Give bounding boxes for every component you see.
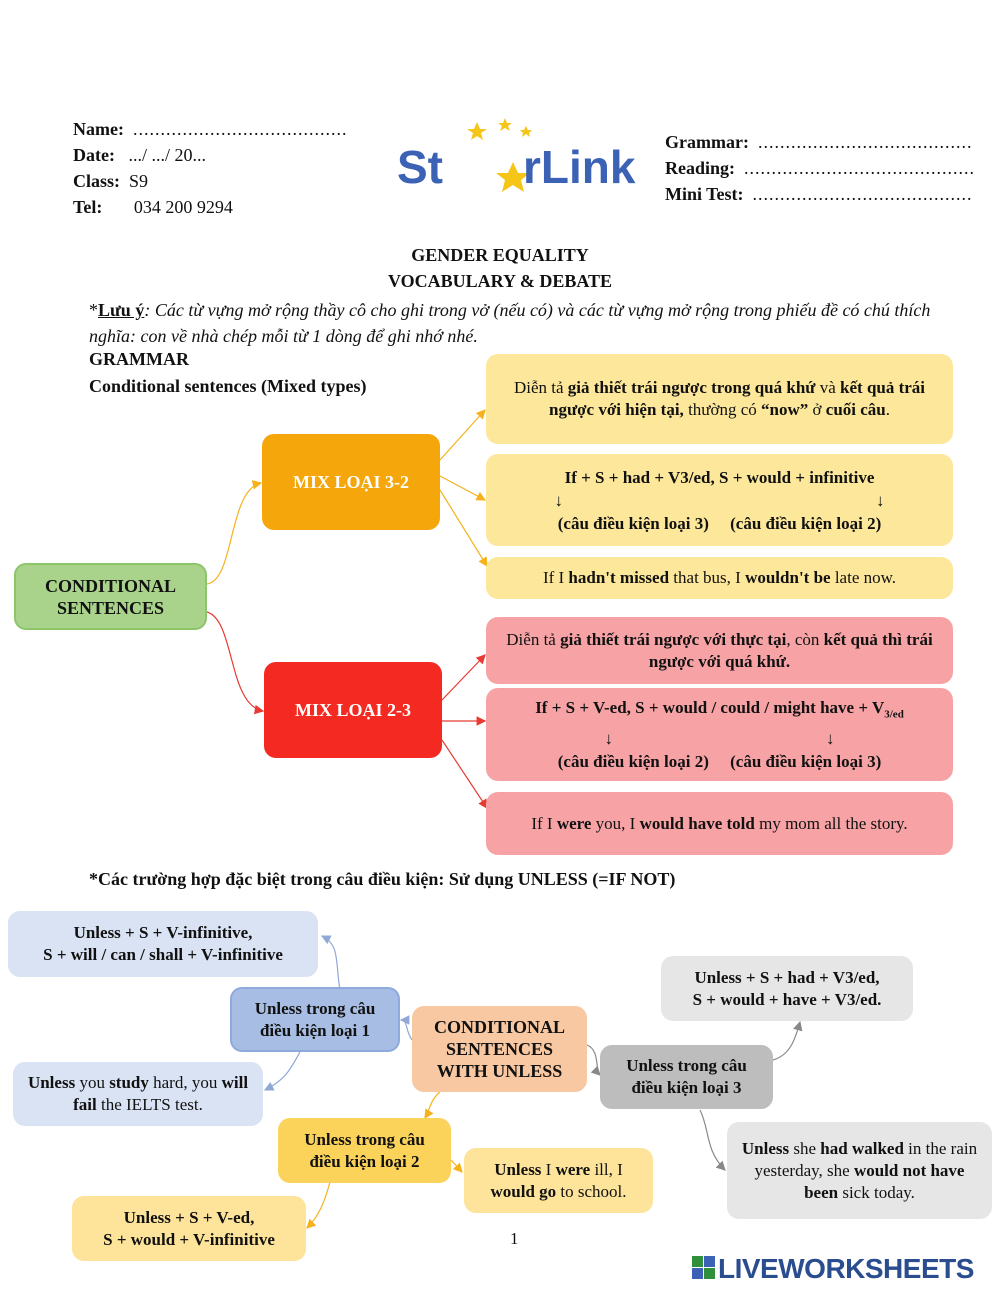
mix-2-3-example: If I were you, I would have told my mom all the story. bbox=[486, 792, 953, 855]
grammar-heading: GRAMMAR bbox=[89, 349, 189, 369]
down-arrow-icon: ↓ bbox=[554, 490, 563, 510]
name-field[interactable]: ....................................... bbox=[132, 119, 348, 139]
unless-root-node: CONDITIONAL SENTENCES WITH UNLESS bbox=[412, 1006, 587, 1092]
unless-type2-formula: Unless + S + V-ed, S + would + V-infinitive bbox=[72, 1196, 306, 1261]
unless-type3-formula: Unless + S + had + V3/ed, S + would + have + V3/ed. bbox=[661, 956, 913, 1021]
reading-score-row: Reading: .......................................... bbox=[665, 158, 976, 178]
date-row: Date: .../ .../ 20... bbox=[73, 145, 206, 165]
logo-text-start: St bbox=[397, 141, 443, 193]
grammar-subheading: Conditional sentences (Mixed types) bbox=[89, 376, 367, 396]
name-row: Name: ....................................... bbox=[73, 119, 348, 139]
conditional-root-node: CONDITIONAL SENTENCES bbox=[14, 563, 207, 630]
down-arrow-icon: ↓ bbox=[604, 728, 613, 748]
liveworksheets-logo bbox=[692, 1253, 974, 1285]
note-label: Lưu ý bbox=[98, 300, 145, 320]
grammar-score-field[interactable]: ....................................... bbox=[757, 132, 973, 152]
page-title: GENDER EQUALITY bbox=[411, 245, 589, 265]
mix-2-3-node: MIX LOẠI 2-3 bbox=[264, 662, 442, 758]
mix-3-2-example: If I hadn't missed that bus, I wouldn't be late now. bbox=[486, 557, 953, 599]
minitest-score-field[interactable]: ........................................ bbox=[752, 184, 973, 204]
class-field: S9 bbox=[129, 171, 149, 191]
unless-heading: *Các trường hợp đặc biệt trong câu điều kiện: Sử dụng UNLESS (=IF NOT) bbox=[89, 869, 676, 889]
liveworksheets-text: LIVEWORKSHEETS bbox=[718, 1253, 974, 1284]
unless-type3-node: Unless trong câu điều kiện loại 3 bbox=[600, 1045, 773, 1109]
note-text: : Các từ vựng mở rộng thầy cô cho ghi trong vở (nếu có) và các từ vựng mở rộng trong phiếu đề có chú thích nghĩa: con về nhà chép mỗi từ 1 dòng để ghi nhớ nhé. bbox=[89, 300, 931, 346]
mix-3-2-formula: If + S + had + V3/ed, S + would + infinitive ↓ ↓ (câu điều kiện loại 3) (câu điều kiện loại 2) bbox=[486, 454, 953, 546]
unless-type1-example: Unless you study hard, you will fail the IELTS test. bbox=[13, 1062, 263, 1126]
minitest-score-row: Mini Test: ........................................ bbox=[665, 184, 973, 204]
logo-text-end: rLink bbox=[523, 141, 636, 193]
mix-2-3-description: Diễn tả giả thiết trái ngược với thực tại, còn kết quả thì trái ngược với quá khứ. bbox=[486, 617, 953, 684]
down-arrow-icon: ↓ bbox=[826, 728, 835, 748]
page-number: 1 bbox=[510, 1229, 519, 1248]
mix-3-2-description: Diễn tả giả thiết trái ngược trong quá khứ và kết quả trái ngược với hiện tại, thường có “now” ở cuối câu. bbox=[486, 354, 953, 444]
class-row: Class: S9 bbox=[73, 171, 149, 191]
page-subtitle: VOCABULARY & DEBATE bbox=[387, 271, 613, 291]
grammar-score-row: Grammar: ....................................... bbox=[665, 132, 973, 152]
down-arrow-icon: ↓ bbox=[876, 490, 885, 510]
liveworksheets-icon bbox=[692, 1256, 716, 1282]
unless-type1-formula: Unless + S + V-infinitive, S + will / can / shall + V-infinitive bbox=[8, 911, 318, 977]
tel-field: 034 200 9294 bbox=[133, 197, 233, 217]
unless-type2-node: Unless trong câu điều kiện loại 2 bbox=[278, 1118, 451, 1183]
unless-type2-example: Unless I were ill, I would go to school. bbox=[464, 1148, 653, 1213]
mix-3-2-node: MIX LOẠI 3-2 bbox=[262, 434, 440, 530]
unless-type3-example: Unless she had walked in the rain yesterday, she would not have been sick today. bbox=[727, 1122, 992, 1219]
tel-row: Tel: 034 200 9294 bbox=[73, 197, 233, 217]
mix-2-3-formula: If + S + V-ed, S + would / could / might have + $V_{3/ed}$ ↓ ↓ (câu điều kiện loại 2) (câu điều kiện loại 3) bbox=[486, 688, 953, 781]
note: *Lưu ý: Các từ vựng mở rộng thầy cô cho ghi trong vở (nếu có) và các từ vựng mở rộng trong phiếu đề có chú thích nghĩa: con về nhà chép mỗi từ 1 dòng để ghi nhớ nhé. bbox=[89, 300, 931, 346]
date-field[interactable]: .../ .../ 20... bbox=[128, 145, 206, 165]
reading-score-field[interactable]: .......................................... bbox=[744, 158, 976, 178]
unless-type1-node: Unless trong câu điều kiện loại 1 bbox=[230, 987, 400, 1052]
